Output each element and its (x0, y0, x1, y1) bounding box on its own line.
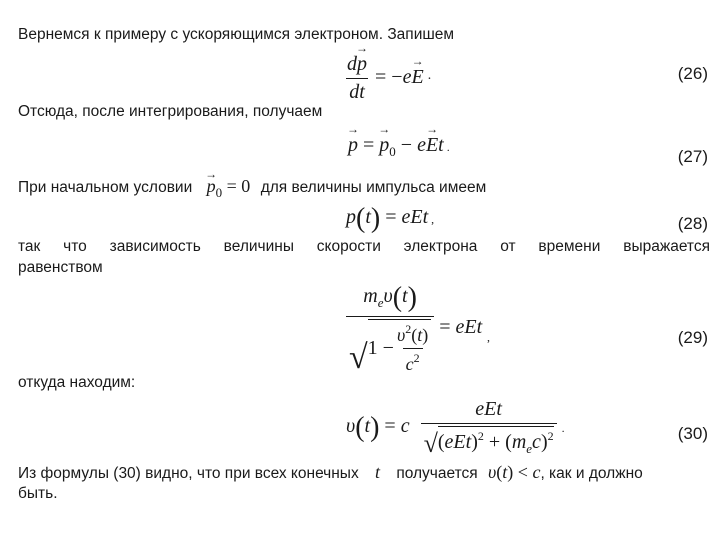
equation-29-comma: , (487, 330, 490, 344)
inline-formula-v-less-c: υ(t) < c (488, 462, 541, 482)
equation-number-27: (27) (677, 147, 708, 166)
paragraph-find: откуда находим: (18, 374, 136, 391)
paragraph-conclusion (18, 462, 643, 484)
equation-number-28: (28) (677, 214, 708, 233)
equation-number-26: (26) (677, 64, 708, 83)
paragraph-conclusion-part2: получается (396, 465, 478, 482)
equation-28: p(t) = eEt , (346, 203, 435, 234)
equation-number-29: (29) (677, 328, 708, 347)
paragraph-conclusion-part3: , как и должно (540, 465, 643, 482)
paragraph-initial-condition-part1: При начальном условии (18, 179, 193, 196)
equation-27: → p = → $p_0 - e\to Et$ . (348, 134, 450, 160)
paragraph-initial-condition (18, 176, 486, 203)
paragraph-velocity-line2: равенством (18, 259, 103, 276)
paragraph-initial-condition-part2: для величины импульса имеем (260, 179, 487, 196)
paragraph-conclusion-part1: Из формулы (30) видно, что при всех конечных (18, 465, 359, 482)
paragraph-integration: Отсюда, после интегрирования, получаем (18, 103, 323, 120)
inline-formula-t: t (375, 462, 381, 482)
equation-29: $m_e\upsilon(t)$ √ 1 − $\frac{\upsilon^2(t)}{c^2}$ = eEt (346, 282, 482, 375)
equation-26: $\frac{d\to p}{dt}$ = −e→ E · (344, 53, 432, 104)
equation-30: υ(t) = c eEt √ $(eEt)^2 + (m_ec)^2$ . (346, 398, 565, 458)
paragraph-conclusion-line2: быть. (18, 485, 58, 502)
paragraph-intro: Вернемся к примеру с ускоряющимся электроном. Запишем (18, 26, 455, 43)
inline-formula-p0-zero: → $p_0 = 0$ (207, 176, 255, 196)
equation-number-30: (30) (677, 424, 708, 443)
paragraph-velocity-line1: так что зависимость величины скорости электрона от времени выражается (18, 238, 710, 255)
